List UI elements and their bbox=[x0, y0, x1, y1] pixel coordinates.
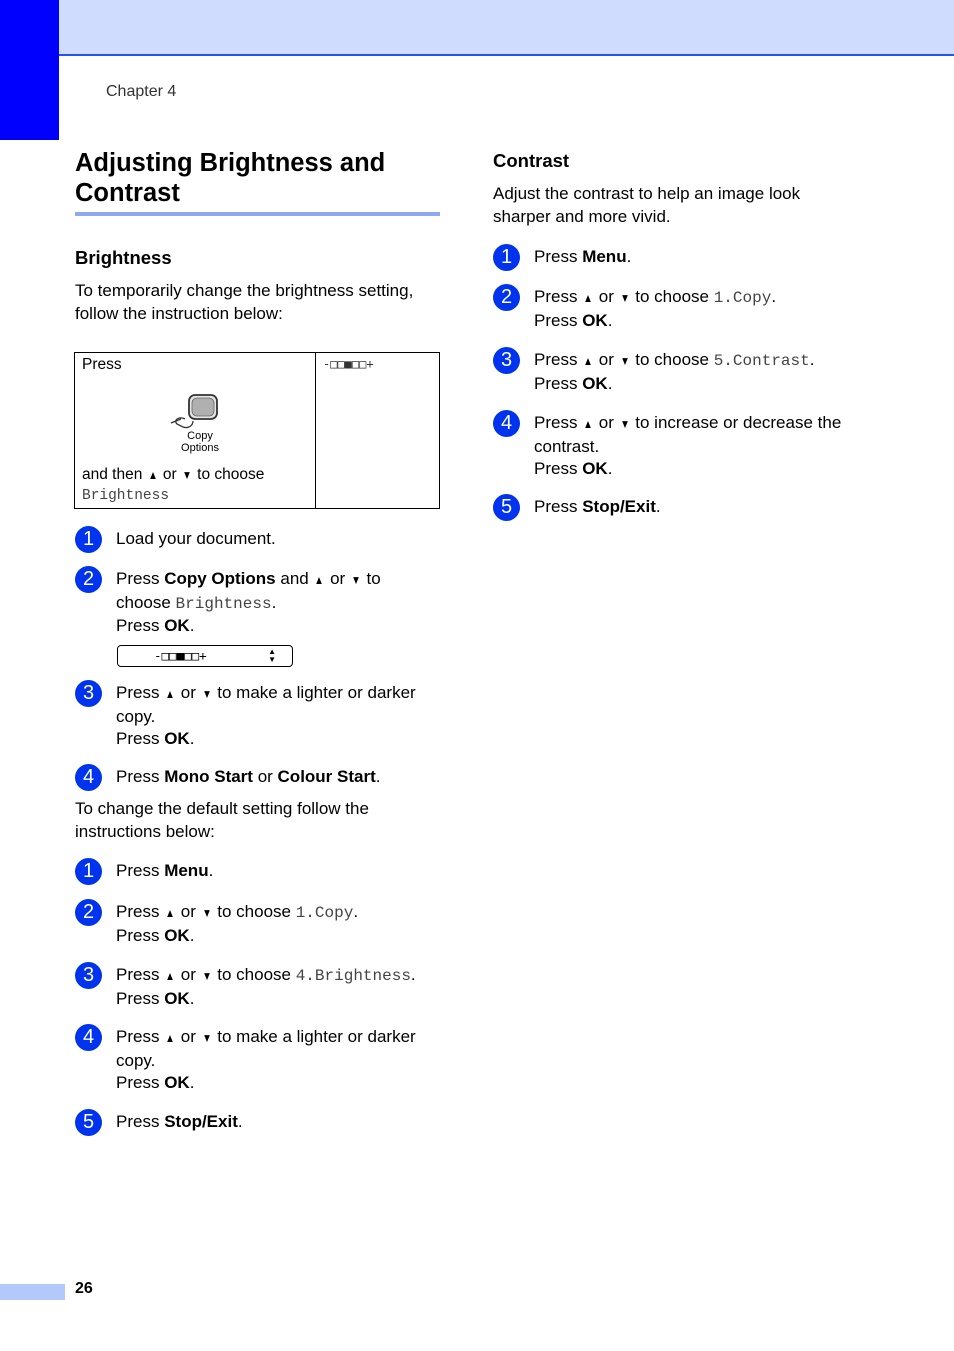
brightness-heading: Brightness bbox=[75, 247, 172, 268]
step-number: 4 bbox=[493, 410, 520, 437]
step-number: 3 bbox=[75, 680, 102, 707]
step-number: 1 bbox=[75, 526, 102, 553]
page-title: Adjusting Brightness and Contrast bbox=[75, 149, 386, 207]
step-number: 1 bbox=[493, 244, 520, 271]
header-band bbox=[0, 0, 954, 56]
contrast-heading: Contrast bbox=[493, 150, 570, 171]
step-number: 2 bbox=[75, 566, 102, 593]
step-number: 4 bbox=[75, 1024, 102, 1051]
step-number: 2 bbox=[493, 284, 520, 311]
chapter-tab bbox=[0, 0, 59, 140]
step-number: 3 bbox=[493, 347, 520, 374]
title-rule bbox=[75, 212, 440, 216]
step-number: 1 bbox=[75, 858, 102, 885]
brightness-intro: To temporarily change the brightness setting, follow the instruction below: bbox=[75, 281, 414, 323]
page-number-band bbox=[0, 1284, 65, 1300]
table-then-text: and then ▲ or ▼ to choose Brightness bbox=[82, 466, 265, 504]
down-arrow-icon: ▼ bbox=[351, 573, 361, 587]
instruction-table bbox=[74, 352, 440, 509]
default-intro: To change the default setting follow the instructions below: bbox=[75, 799, 369, 841]
step-number: 4 bbox=[75, 764, 102, 791]
table-divider bbox=[315, 353, 316, 508]
lcd-display bbox=[117, 645, 293, 667]
table-lcd-readout: -□□■□□+ bbox=[323, 357, 374, 371]
step-number: 3 bbox=[75, 962, 102, 989]
lcd-readout: -□□■□□+ bbox=[154, 648, 207, 663]
table-press-label: Press bbox=[82, 356, 122, 373]
copy-options-button-label: Copy Options bbox=[181, 430, 219, 454]
step-number: 5 bbox=[493, 494, 520, 521]
chapter-label: Chapter 4 bbox=[106, 83, 177, 100]
step-number: 2 bbox=[75, 899, 102, 926]
up-arrow-icon: ▲ bbox=[314, 573, 325, 587]
contrast-intro: Adjust the contrast to help an image look sharper and more vivid. bbox=[493, 184, 801, 226]
brightness-mono: Brightness bbox=[82, 488, 170, 504]
page-number: 26 bbox=[75, 1280, 93, 1297]
step-number: 5 bbox=[75, 1109, 102, 1136]
up-down-arrows-icon: ▲ ▼ bbox=[268, 647, 276, 664]
